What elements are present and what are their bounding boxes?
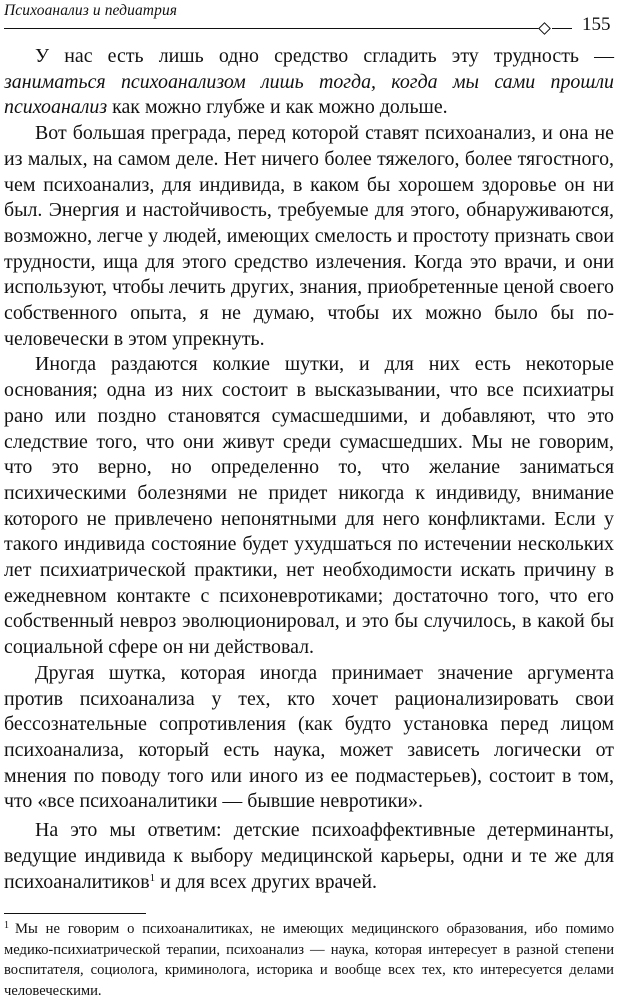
header-rule-tail: [552, 28, 572, 29]
footnote: [4, 919, 614, 1001]
paragraph-4: Другая шутка, которая иногда принимает значение аргумента против психоанализа у тех, кто хочет рационализировать свои бессознательные сопротивления (как будто установка перед лицом психоанализа, который есть наука, может зависеть логически от мнения по поводу того или иного из ее подмастерьев), состоит в том, что «все психоаналитики — бывшие невротики».: [4, 661, 614, 813]
paragraph-3: Иногда раздаются колкие шутки, и для них есть некоторые основания; одна из них состоит в высказывании, что все психиатры рано или поздно становятся сумасшедшими, и добавляют, что это следствие того, что они живут среди сумасшедших. Мы не говорим, что это верно, но определенно то, что желание заниматься психическими болезнями не придет никогда к индивиду, внимание которого не привлечено непонятными для него конфликтами. Если у такого индивида состояние будет ухудшаться по истечении нескольких лет психиатрической практики, нет необходимости искать причину в ежедневном контакте с психоневротиками; достаточно того, что его собственный невроз эволюционировал, и это бы случилось, в какой бы социальной сфере он ни действовал.: [4, 353, 614, 659]
paragraph-1-text-a: У нас есть лишь одно средство сгладить эту трудность —: [35, 45, 614, 67]
running-title: Психоанализ и педиатрия: [4, 2, 178, 19]
footnote-text: Мы не говорим о психоаналитиках, не имеющих медицинского образования, ибо помимо медико-психиатрической терапии, психоанализ — наука, которая интересует в разной степени воспитателя, социолога, криминолога, историка и вообще всех тех, кто интересуется делами человеческими.: [4, 921, 614, 999]
footnote-marker: 1: [4, 920, 9, 931]
header-rule: [4, 28, 544, 29]
running-header: [4, 2, 616, 38]
paragraph-1-text-b: как можно глубже и как можно дольше.: [107, 96, 448, 119]
paragraph-5: [4, 818, 614, 895]
paragraph-2: Вот большая преграда, перед которой ставят психоанализ, и она не из малых, на самом деле. Нет ничего более тяжелого, более тягостного, чем психоанализ, для индивида, в каком бы хорошем здоровье он ни был. Энергия и настойчивость, требуемые для этого, обнаруживаются, возможно, легче у людей, имеющих смелость и простоту признать свои трудности, ища для этого средство излечения. Когда это врачи, и они используют, чтобы лечить других, знания, приобретенные ценой своего собственного опыта, я не думаю, чтобы их можно было бы по-человечески в этом упрекнуть.: [4, 122, 614, 350]
footnote-separator: [4, 913, 146, 914]
paragraph-5-text-b: и для всех других врачей.: [155, 870, 378, 893]
main-text: [4, 44, 614, 895]
paragraph-1-emphasis: заниматься психоанализом лишь тогда, когда мы сами прошли психоанализ: [4, 70, 614, 119]
paragraph-1: [4, 44, 614, 121]
page-number: 155: [582, 14, 611, 35]
footnote-reference[interactable]: 1: [149, 871, 156, 884]
header-diamond-ornament: [538, 22, 551, 35]
paragraph-5-text-a: На это мы ответим: детские психоаффективные детерминанты, ведущие индивида к выбору медицинской карьеры, одни и те же для психоаналитиков: [4, 819, 614, 893]
